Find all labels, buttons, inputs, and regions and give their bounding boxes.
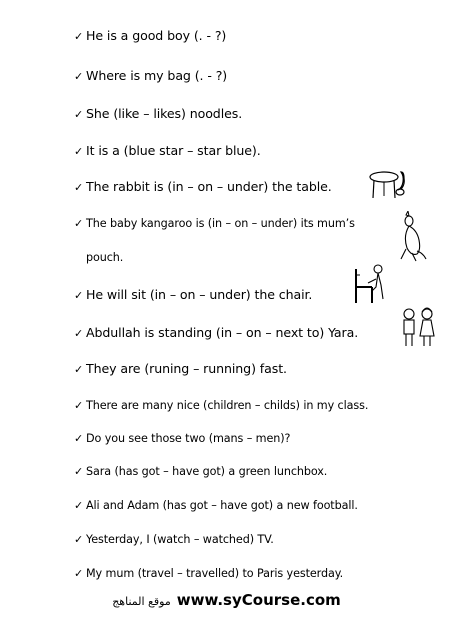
- exercise-line: [74, 68, 227, 83]
- exercise-line: [74, 567, 343, 580]
- exercise-text: Ali and Adam (has got – have got) a new football.: [86, 499, 358, 512]
- exercise-text: Where is my bag (. - ?): [86, 68, 228, 83]
- exercise-line: [74, 28, 226, 43]
- check-icon: ✓: [74, 363, 84, 376]
- check-icon: ✓: [74, 217, 84, 230]
- check-icon: ✓: [74, 289, 84, 302]
- check-icon: ✓: [74, 181, 84, 194]
- exercise-text: The rabbit is (in – on – under) the table.: [86, 179, 332, 194]
- exercise-text: pouch.: [86, 251, 124, 264]
- exercise-text: They are (runing – running) fast.: [86, 361, 287, 376]
- exercise-line: [74, 399, 368, 412]
- footer-arabic-label: موقع المناهج: [112, 595, 171, 608]
- check-icon: ✓: [74, 327, 84, 340]
- exercise-text: Abdullah is standing (in – on – next to) Yara.: [86, 325, 359, 340]
- exercise-text: Yesterday, I (watch – watched) TV.: [86, 533, 274, 546]
- exercise-text: He is a good boy (. - ?): [86, 28, 227, 43]
- footer: [0, 591, 453, 609]
- check-icon: ✓: [74, 567, 84, 580]
- exercise-text: He will sit (in – on – under) the chair.: [86, 287, 313, 302]
- exercise-text: She (like – likes) noodles.: [86, 106, 243, 121]
- exercise-text: It is a (blue star – star blue).: [86, 143, 261, 158]
- boy-chair-illustration: [350, 263, 386, 307]
- check-icon: ✓: [74, 499, 84, 512]
- check-icon: ✓: [74, 465, 84, 478]
- exercise-line: [74, 533, 274, 546]
- exercise-line: [74, 325, 358, 340]
- check-icon: ✓: [74, 30, 84, 43]
- exercise-line: [74, 106, 242, 121]
- exercise-line: [74, 499, 358, 512]
- exercise-text: There are many nice (children – childs) in my class.: [86, 399, 369, 412]
- footer-website-link[interactable]: www.syCourse.com: [176, 591, 341, 609]
- exercise-line: [74, 179, 332, 194]
- exercise-line: [74, 465, 327, 478]
- exercise-text: The baby kangaroo is (in – on – under) its mum’s: [86, 217, 355, 230]
- exercise-text: Do you see those two (mans – men)?: [86, 432, 291, 445]
- exercise-line: [74, 287, 312, 302]
- check-icon: ✓: [74, 432, 84, 445]
- rabbit-table-illustration: [368, 168, 408, 202]
- exercise-line: [74, 432, 290, 445]
- check-icon: ✓: [74, 145, 84, 158]
- children-standing-illustration: [399, 306, 439, 350]
- exercise-line: [74, 361, 287, 376]
- exercise-line: [74, 217, 355, 230]
- check-icon: ✓: [74, 533, 84, 546]
- exercise-text: Sara (has got – have got) a green lunchbox.: [86, 465, 328, 478]
- check-icon: ✓: [74, 108, 84, 121]
- kangaroo-illustration: [398, 211, 428, 263]
- check-icon: ✓: [74, 399, 84, 412]
- check-icon: ✓: [74, 70, 84, 83]
- exercise-line: [74, 143, 261, 158]
- exercise-text: My mum (travel – travelled) to Paris yesterday.: [86, 567, 344, 580]
- exercise-line-continued: [86, 251, 123, 264]
